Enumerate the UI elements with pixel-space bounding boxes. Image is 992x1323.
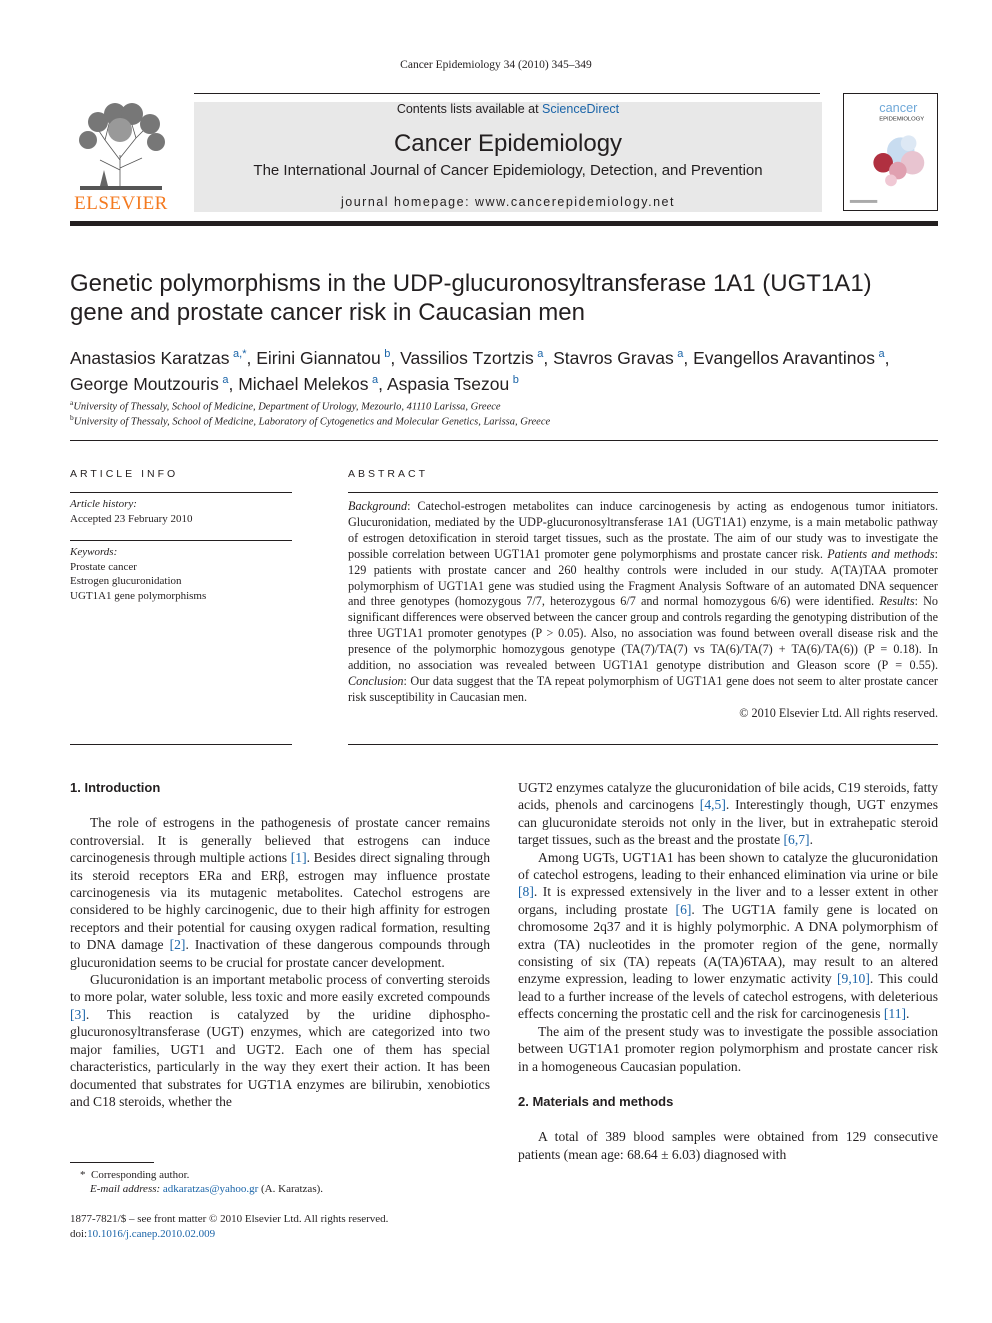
- citation-link[interactable]: [6,7]: [783, 832, 810, 848]
- abstract-background-label: Background: [348, 499, 408, 513]
- footnote-rule: [70, 1162, 154, 1163]
- article-history-value: Accepted 23 February 2010: [70, 512, 193, 525]
- body-column-left: [70, 779, 490, 1110]
- article-title-line2: gene and prostate cancer risk in Caucasian men: [70, 299, 585, 326]
- cover-title-cancer: cancer: [879, 99, 918, 115]
- body-text: . Besides direct signaling through its steroid receptors ERa and ERβ, estrogen may influence prostate carcinogenesis via its mutagenic metabolites. Catechol estrogens are considered to be highly carcinogenic, due to their high affinity for estrogen receptors and their potential for causing oxygen radical formation, resulting to DNA damage: [70, 850, 490, 953]
- author-affiliation-mark[interactable]: a: [537, 348, 544, 360]
- doi-link[interactable]: 10.1016/j.canep.2010.02.009: [87, 1227, 216, 1240]
- author-affiliation-mark[interactable]: b: [512, 373, 519, 386]
- body-text: The role of estrogens in the pathogenesis of prostate cancer remains controversial. It is generally believed that estrogens can induce carcinogenesis through multiple actions: [70, 815, 490, 866]
- citation-link[interactable]: [2]: [169, 937, 186, 953]
- journal-title: Cancer Epidemiology: [393, 130, 623, 157]
- journal-cover-thumbnail: [843, 93, 938, 211]
- abstract-heading: ABSTRACT: [348, 468, 429, 480]
- abstract-background: : Catechol-estrogen metabolites can induce carcinogenesis by acting as endogenous tumor initiators. Glucuronidation, mediated by the UDP-glucuronosyltransferase 1A1 (UGT1A1) enzyme, is a main metabolic pathway of estrogen detoxification in steroid target tissues, such as the prostate. The aim of our study was to investigate the possible correlation between UGT1A1 promoter gene polymorphisms and prostate cancer risk.: [348, 499, 938, 561]
- elsevier-wordmark: ELSEVIER: [74, 193, 168, 214]
- affiliation-rule: [70, 440, 938, 441]
- author-affiliation-mark[interactable]: a,*: [233, 348, 247, 360]
- abstract-top-rule: [348, 492, 938, 493]
- citation-link[interactable]: [11]: [883, 1006, 907, 1022]
- body-text: Glucuronidation is an important metabolic process of converting steroids to more polar, water soluble, less toxic and more easily excreted compounds: [70, 972, 490, 1005]
- body-text: . This reaction is catalyzed by the uridine diphospho-glucuronosyltransferase (UGT) enzymes, which are categorized into two major families, UGT1 and UGT2. Each one of them has special characteristics, particularly in the way they exert their action. It has been documented that substrates for UGT1A enzymes are bilirubin, xenobiotics and C18 steroids, whether the: [70, 1006, 490, 1109]
- article-history: [70, 497, 292, 526]
- author-affiliation-mark[interactable]: a: [677, 348, 684, 360]
- affiliation-text: University of Thessaly, School of Medicine, Laboratory of Cytogenetics and Molecular Genetics, Larissa, Greece: [73, 416, 551, 428]
- citation-link[interactable]: [3]: [70, 1006, 86, 1022]
- keywords-label: Keywords:: [70, 546, 118, 558]
- email-note: [70, 1182, 490, 1197]
- sciencedirect-link[interactable]: ScienceDirect: [542, 102, 620, 116]
- header-top-rule: [194, 93, 820, 94]
- abstract-body: [348, 499, 938, 722]
- body-paragraph: The aim of the present study was to investigate the possible association between UGT1A1 promoter region polymorphism and prostate cancer risk in a homogeneous Caucasian population.: [518, 1023, 938, 1074]
- cover-title-epidemiology: EPIDEMIOLOGY: [879, 116, 925, 123]
- article-title: [70, 269, 938, 327]
- body-paragraph: [70, 814, 490, 971]
- affiliation-a: [70, 398, 938, 413]
- author-list: Anastasios Karatzas $^{a,*}$, Eirini Giannatou $^b$, Vassilios Tzortzis $^a$, Stavros Gravas $^a$, Evangellos Aravantinos $^a$, George Moutzouris $^a$, Michael Melekos $^a$, Aspasia Tsezou $^b$: [70, 347, 890, 394]
- author-name[interactable]: George Moutzouris: [70, 373, 219, 394]
- affiliation-text: University of Thessaly, School of Medicine, Department of Urology, Mezourlo, 41110 Larissa, Greece: [73, 401, 501, 413]
- article-title-line1: Genetic polymorphisms in the UDP-glucuronosyltransferase 1A1 (UGT1A1): [70, 270, 872, 297]
- author-name[interactable]: Eirini Giannatou: [256, 347, 381, 368]
- front-matter-text: 1877-7821/$ – see front matter © 2010 Elsevier Ltd. All rights reserved.: [70, 1213, 389, 1225]
- author-name[interactable]: Evangellos Aravantinos: [693, 347, 875, 368]
- affiliation-key: b: [70, 413, 74, 422]
- keyword-item: Estrogen glucuronidation: [70, 575, 182, 587]
- corresponding-author-note: [70, 1168, 490, 1183]
- author-name[interactable]: Stavros Gravas: [553, 347, 674, 368]
- body-paragraph: [518, 849, 938, 1023]
- citation-link[interactable]: [6]: [675, 901, 692, 917]
- body-text: . It is expressed extensively in the liver and to a lesser extent in other organs, including prostate: [518, 884, 938, 917]
- article-history-label: Article history:: [70, 498, 137, 510]
- body-text: Among UGTs, UGT1A1 has been shown to catalyze the glucuronidation of catechol estrogens, leading to their enhanced elimination via urine or bile: [518, 849, 938, 883]
- author-affiliation-mark[interactable]: a: [222, 373, 229, 386]
- contents-prefix: Contents lists available at: [396, 102, 543, 116]
- doi-prefix: doi:: [70, 1227, 88, 1240]
- abstract-methods: : 129 patients with prostate cancer and 260 healthy controls were included in our study. A(TA)TAA promoter polymorphism of UGT1A1 gene was studied using the Fragment Analysis Software of an automated DNA sequencer and three genotypes (homozygous 7/7, heterozygous 6/7 and normal homozygous 6/6) were identified.: [348, 546, 938, 609]
- body-text: . Inactivation of these dangerous compounds through glucuronidation seems to be crucial for prostate cancer development.: [70, 937, 490, 970]
- body-text: .: [906, 1006, 910, 1022]
- affiliation-b: [70, 413, 938, 428]
- keyword-item: Prostate cancer: [70, 560, 137, 573]
- body-text: . Interestingly though, UGT enzymes can glucuronidate steroids not only in the liver, but in extrahepatic steroid target tissues, such as the breast and the prostate: [518, 797, 938, 848]
- article-info-heading: ARTICLE INFO: [70, 468, 179, 480]
- journal-reference: Cancer Epidemiology 34 (2010) 345–349: [400, 59, 592, 71]
- abstract-conclusion: : Our data suggest that the TA repeat polymorphism of UGT1A1 gene does not seem to alter prostate cancer risk susceptibility in Caucasian men.: [348, 673, 938, 704]
- contents-available: [194, 102, 822, 116]
- citation-link[interactable]: [8]: [518, 884, 534, 900]
- front-matter: [70, 1212, 490, 1241]
- keyword-item: UGT1A1 gene polymorphisms: [70, 589, 207, 602]
- body-text: UGT2 enzymes catalyze the glucuronidation of bile acids, C19 steroids, fatty acids, phenols and carcinogens: [518, 780, 938, 813]
- body-paragraph: [518, 779, 938, 849]
- keywords-block: [70, 545, 292, 603]
- header-bottom-rule: [70, 221, 938, 226]
- abstract-bottom-rule: [348, 744, 938, 745]
- article-info-rule: [70, 744, 292, 745]
- author-affiliation-mark[interactable]: a: [372, 373, 379, 386]
- email-label: E-mail address:: [90, 1183, 161, 1195]
- citation-link[interactable]: [1]: [290, 850, 307, 866]
- affiliation-key: a: [70, 398, 74, 407]
- citation-link[interactable]: [9,10]: [837, 971, 870, 987]
- article-info-rule: [70, 540, 292, 541]
- body-column-right: [518, 779, 938, 1163]
- journal-subtitle: The International Journal of Cancer Epidemiology, Detection, and Prevention: [253, 162, 763, 179]
- body-paragraph: [70, 971, 490, 1110]
- email-owner: (A. Karatzas).: [261, 1183, 324, 1195]
- author-name[interactable]: Michael Melekos: [238, 373, 369, 394]
- author-name[interactable]: Anastasios Karatzas: [70, 347, 230, 368]
- journal-homepage[interactable]: journal homepage: www.cancerepidemiology.net: [341, 195, 675, 209]
- introduction-heading: 1. Introduction: [70, 780, 161, 795]
- article-info-rule: [70, 492, 292, 493]
- author-name[interactable]: Aspasia Tsezou: [386, 373, 510, 394]
- footnote-text: Corresponding author.: [91, 1169, 190, 1181]
- body-text: . The UGT1A family gene is located on chromosome 2q37 and it is highly polymorphic. A DNA polymorphism of extra (TA) nucleotides in the promoter region of the gene, normally consisting of six (TA) repeats (A(TA)6TAA), may result to an altered enzyme expression, leading to lower enzymatic activity: [518, 901, 938, 987]
- abstract-conclusion-label: Conclusion: [348, 673, 404, 688]
- abstract-results-label: Results: [879, 594, 915, 609]
- abstract-copyright: © 2010 Elsevier Ltd. All rights reserved.: [739, 705, 938, 720]
- footnote-mark: *: [80, 1169, 86, 1181]
- author-affiliation-mark[interactable]: a: [878, 348, 885, 360]
- author-affiliation-mark[interactable]: b: [384, 348, 391, 360]
- email-link[interactable]: adkaratzas@yahoo.gr: [162, 1183, 259, 1195]
- doi-line: [70, 1227, 490, 1242]
- body-text: . This could lead to a further increase of the levels of catechol estrogens, with deleterious effects concerning the prostatic cell and the risk for carcinogenesis: [518, 971, 938, 1022]
- body-paragraph: A total of 389 blood samples were obtained from 129 consecutive patients (mean age: 68.64 ± 6.03) diagnosed with: [518, 1129, 938, 1162]
- abstract-methods-label: Patients and methods: [827, 546, 935, 561]
- abstract-results: : No significant differences were observed between the cancer group and controls regarding the genotyping distribution of the three UGT1A1 promoter genotypes (P > 0.05). Also, no association was found between overall disease risk and the presence of the polymorphic homozygous genotype (TA(7)/TA(7) vs TA(6)/TA(7) + TA(6)/TA(6)) (P = 0.18). In addition, no association was revealed between UGT1A1 genotype distribution and Gleason score (P = 0.55).: [348, 594, 939, 673]
- methods-heading: 2. Materials and methods: [518, 1093, 674, 1109]
- body-text: .: [809, 832, 813, 848]
- citation-link[interactable]: [4,5]: [699, 797, 726, 813]
- author-name[interactable]: Vassilios Tzortzis: [400, 347, 534, 368]
